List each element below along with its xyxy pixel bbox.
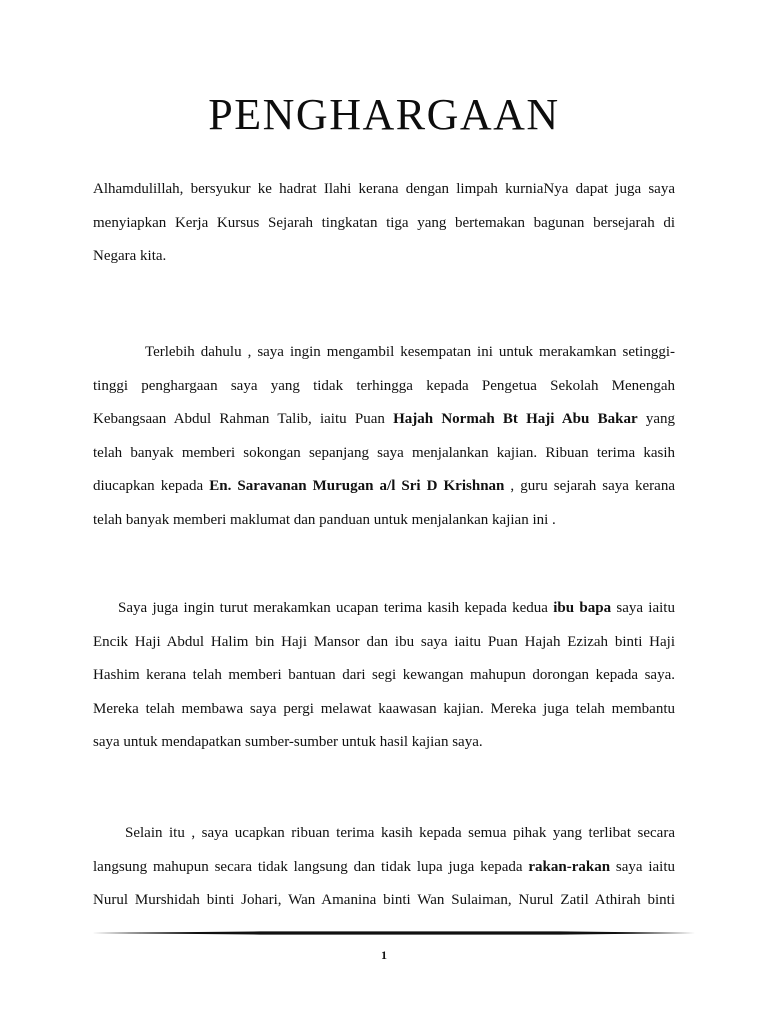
text-line: menyiapkan Kerja Kursus Sejarah tingkatan tiga yang bertemakan bagunan bersejarah di bbox=[93, 214, 675, 231]
text-line bbox=[93, 403, 675, 437]
text-line: Mereka telah membawa saya pergi melawat kaawasan kajian. Mereka juga telah membantu bbox=[93, 700, 675, 717]
text-line: Negara kita. bbox=[93, 248, 167, 265]
paragraph-friends-thanks bbox=[93, 817, 675, 918]
text-line: tinggi penghargaan saya yang tidak terhingga kepada Pengetua Sekolah Menengah bbox=[93, 377, 675, 394]
friends-emphasis: rakan-rakan bbox=[528, 858, 611, 875]
text-segment: Saya juga ingin turut merakamkan ucapan terima kasih kepada kedua bbox=[118, 600, 554, 616]
text-line: Alhamdulillah, bersyukur ke hadrat Ilahi kerana dengan limpah kurniaNya dapat juga saya bbox=[93, 181, 675, 197]
text-segment: Kebangsaan Abdul Rahman Talib, iaitu Puan bbox=[93, 411, 394, 428]
text-line: Nurul Murshidah binti Johari, Wan Amanina binti Wan Sulaiman, Nurul Zatil Athirah binti bbox=[93, 892, 675, 909]
paragraph-school-thanks bbox=[93, 336, 675, 538]
text-segment: langsung mahupun secara tidak langsung dan tidak lupa juga kepada bbox=[93, 858, 529, 875]
text-segment: saya iaitu bbox=[611, 600, 675, 616]
parents-emphasis: ibu bapa bbox=[553, 600, 612, 616]
text-line: Selain itu , saya ucapkan ribuan terima kasih kepada semua pihak yang terlibat secara bbox=[125, 825, 675, 841]
text-segment: saya iaitu bbox=[610, 858, 675, 875]
paragraph-parents-thanks bbox=[93, 592, 675, 760]
text-line: Terlebih dahulu , saya ingin mengambil kesempatan ini untuk merakamkan setinggi- bbox=[145, 344, 675, 360]
text-line bbox=[93, 592, 675, 626]
teacher-name: En. Saravanan Murugan a/l Sri D Krishnan bbox=[209, 478, 505, 495]
text-line: saya untuk mendapatkan sumber-sumber untuk hasil kajian saya. bbox=[93, 734, 483, 751]
text-segment: yang bbox=[637, 411, 675, 428]
text-line: telah banyak memberi sokongan sepanjang saya menjalankan kajian. Ribuan terima kasih bbox=[93, 444, 675, 461]
text-segment: diucapkan kepada bbox=[93, 478, 210, 495]
text-segment: , guru sejarah saya kerana bbox=[504, 478, 675, 495]
text-line bbox=[93, 470, 675, 504]
principal-name: Hajah Normah Bt Haji Abu Bakar bbox=[393, 411, 638, 428]
text-line: Hashim kerana telah memberi bantuan dari segi kewangan mahupun dorongan kepada saya. bbox=[93, 667, 675, 684]
text-line: telah banyak memberi maklumat dan panduan untuk menjalankan kajian ini . bbox=[93, 511, 556, 528]
page-number: 1 bbox=[381, 948, 387, 962]
paragraph-intro bbox=[93, 173, 675, 274]
text-line: Encik Haji Abdul Halim bin Haji Mansor dan ibu saya iaitu Puan Hajah Ezizah binti Haji bbox=[93, 633, 675, 650]
footer-rule bbox=[0, 928, 768, 938]
page-title: PENGHARGAAN bbox=[208, 90, 560, 139]
text-line bbox=[93, 851, 675, 885]
